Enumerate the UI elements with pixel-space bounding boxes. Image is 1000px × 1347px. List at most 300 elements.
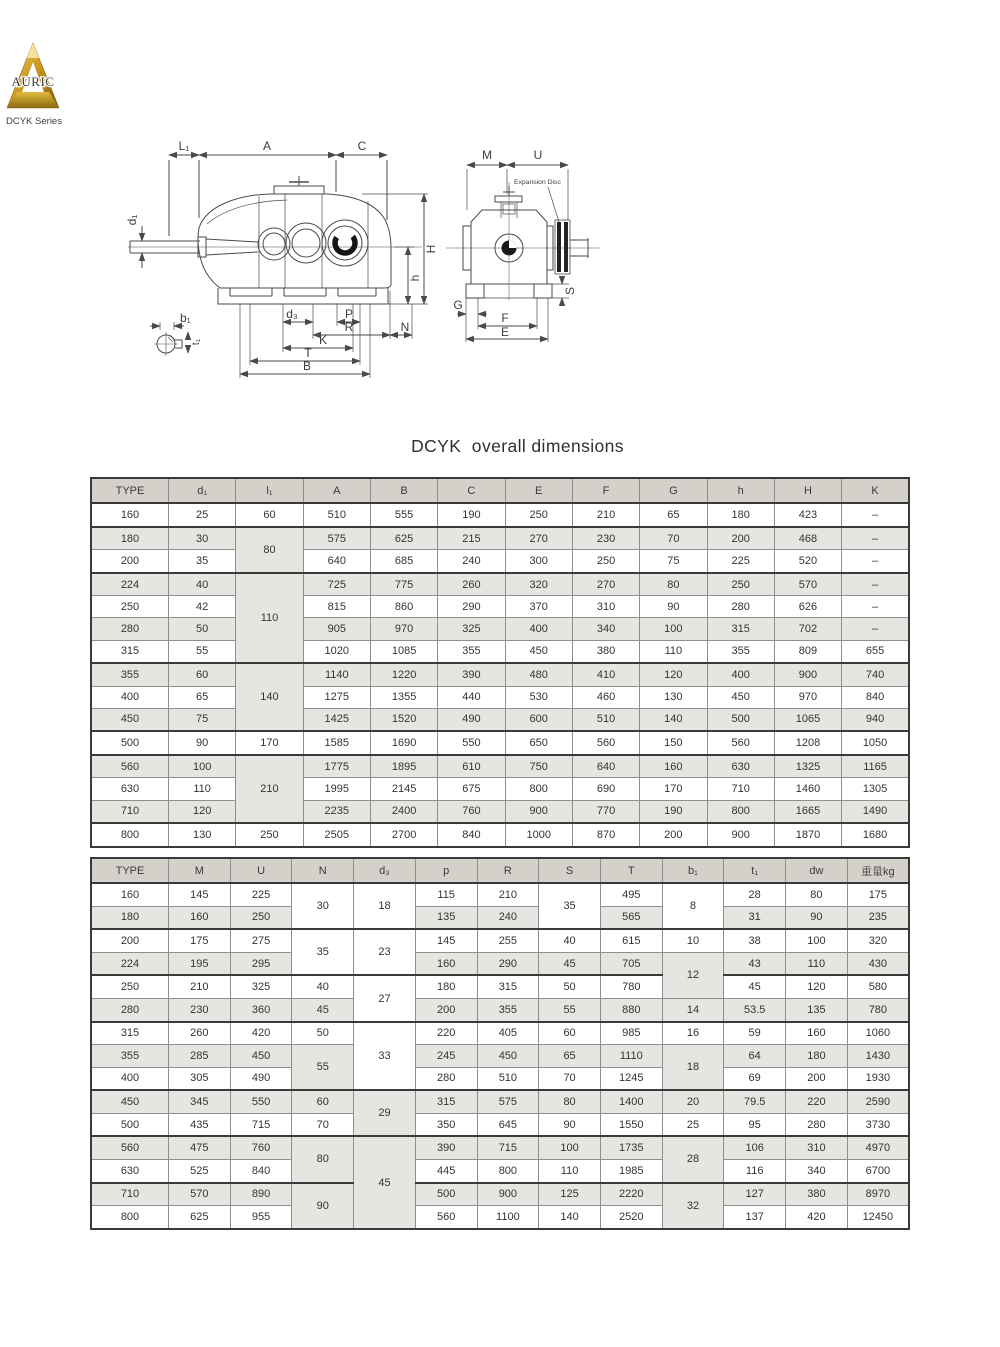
table-cell: 45 [539,952,601,975]
table-cell: 25 [169,503,236,527]
column-header: dw [786,858,848,883]
table-cell: 30 [292,883,354,929]
table-cell: 170 [640,778,707,800]
table-cell: 310 [786,1136,848,1159]
table-cell: 1430 [847,1045,909,1067]
table-cell: 420 [230,1022,292,1045]
table-cell: 625 [169,1206,231,1229]
table-cell: 702 [774,618,841,640]
table-cell: 90 [539,1113,601,1136]
table-cell: 400 [707,663,774,686]
table-cell: 900 [477,1183,539,1206]
table-cell: 2145 [370,778,437,800]
page-title: DCYK overall dimensions [411,436,624,456]
table-cell: 1000 [505,823,572,847]
table-cell: 230 [572,527,639,550]
table-cell: 970 [774,686,841,708]
table-cell: 320 [847,929,909,952]
table-cell: 350 [415,1113,477,1136]
table-cell: 1930 [847,1067,909,1090]
table-cell: 315 [477,975,539,998]
table-cell: 285 [169,1045,231,1067]
table-cell: 12 [662,952,724,998]
table-cell: 450 [505,640,572,663]
table-cell: 840 [842,686,909,708]
table-cell: 180 [415,975,477,998]
table-cell: 900 [505,800,572,823]
table-cell: 555 [370,503,437,527]
table-cell: 315 [91,640,169,663]
table-cell: 715 [230,1113,292,1136]
dim-label-L1: L₁ [178,139,190,153]
table-row [91,1022,909,1045]
table-cell: 60 [236,503,303,527]
table-cell: 625 [370,527,437,550]
table-row [91,1113,909,1136]
table-cell: 760 [438,800,505,823]
table-row [91,573,909,596]
table-cell: 410 [572,663,639,686]
table-cell: 250 [572,550,639,573]
table-row [91,731,909,755]
table-cell: 250 [230,906,292,929]
table-row [91,527,909,550]
table-cell: 355 [91,663,169,686]
table-cell: 475 [169,1136,231,1159]
table-cell: 655 [842,640,909,663]
table-cell: 1100 [477,1206,539,1229]
table-cell: 705 [600,952,662,975]
table-cell: 550 [230,1090,292,1113]
table-cell: 500 [91,1113,169,1136]
table-cell: 1490 [842,800,909,823]
table-cell: 4970 [847,1136,909,1159]
table-cell: 800 [91,823,169,847]
table-row [91,1206,909,1229]
table-cell: 160 [415,952,477,975]
column-header: d₁ [169,478,236,503]
table-cell: 450 [91,1090,169,1113]
table-cell: 31 [724,906,786,929]
table-cell: 1735 [600,1136,662,1159]
table-cell: 468 [774,527,841,550]
table-cell: 315 [707,618,774,640]
table-cell: 355 [477,999,539,1022]
table-cell: – [842,596,909,618]
table-cell: 90 [786,906,848,929]
table-cell: 630 [91,778,169,800]
table-cell: 440 [438,686,505,708]
table-cell: 130 [169,823,236,847]
table-cell: 1165 [842,755,909,778]
table-cell: 600 [505,708,572,731]
table-row [91,1183,909,1206]
table-cell: 70 [539,1067,601,1090]
table-cell: 1065 [774,708,841,731]
table-cell: 520 [774,550,841,573]
table-cell: 380 [572,640,639,663]
column-header: T [600,858,662,883]
table-cell: 570 [169,1183,231,1206]
table-cell: 525 [169,1159,231,1182]
table-cell: 1425 [303,708,370,731]
table-cell: 225 [707,550,774,573]
table-cell: 8970 [847,1183,909,1206]
table-cell: 1895 [370,755,437,778]
table-cell: 110 [236,573,303,663]
table-row [91,906,909,929]
table-cell: 45 [354,1136,416,1229]
table-row [91,975,909,998]
table-cell: 560 [91,755,169,778]
table-cell: 460 [572,686,639,708]
table-cell: 740 [842,663,909,686]
table-cell: 430 [847,952,909,975]
table-cell: 1208 [774,731,841,755]
side-view-drawing [122,136,452,391]
table-cell: – [842,618,909,640]
table-cell: 80 [539,1090,601,1113]
table-cell: 340 [572,618,639,640]
table-cell: 175 [169,929,231,952]
table-cell: 1110 [600,1045,662,1067]
column-header: p [415,858,477,883]
table-cell: 560 [572,731,639,755]
table-cell: 250 [505,503,572,527]
column-header: S [539,858,601,883]
table-cell: 280 [415,1067,477,1090]
dim-label-t1: t₁ [191,338,202,346]
table-cell: 970 [370,618,437,640]
table-cell: 1400 [600,1090,662,1113]
overall-dimensions-table-1 [90,477,910,848]
table-cell: 45 [292,999,354,1022]
dim-label-G: G [453,298,463,312]
table-cell: 18 [354,883,416,929]
table-cell: 200 [415,999,477,1022]
table-cell: 400 [91,686,169,708]
table-row [91,1159,909,1182]
table-cell: 80 [786,883,848,906]
table-cell: 135 [786,999,848,1022]
table-cell: 225 [230,883,292,906]
table-row [91,1136,909,1159]
table-cell: 40 [292,975,354,998]
overall-dimensions-table-2 [90,857,910,1230]
table-cell: 280 [786,1113,848,1136]
dim-label-U: U [533,148,543,162]
table-cell: 25 [662,1113,724,1136]
dim-label-E: E [500,325,510,339]
table-cell: 100 [539,1136,601,1159]
table-cell: 200 [91,550,169,573]
table-cell: 2505 [303,823,370,847]
table-cell: 355 [707,640,774,663]
table-cell: 840 [438,823,505,847]
table-cell: 80 [292,1136,354,1182]
table-cell: 50 [292,1022,354,1045]
table-cell: 1325 [774,755,841,778]
table-cell: 295 [230,952,292,975]
table-cell: 615 [600,929,662,952]
table-cell: 220 [786,1090,848,1113]
table-cell: 116 [724,1159,786,1182]
table-cell: 175 [847,883,909,906]
table-cell: 500 [91,731,169,755]
table-cell: 6700 [847,1159,909,1182]
table-cell: 1995 [303,778,370,800]
table-cell: – [842,550,909,573]
table-cell: 775 [370,573,437,596]
table-cell: 1870 [774,823,841,847]
column-header: G [640,478,707,503]
table-cell: – [842,527,909,550]
table-row [91,1045,909,1067]
table-cell: 1220 [370,663,437,686]
table-cell: 510 [477,1067,539,1090]
table-cell: 495 [600,883,662,906]
table-cell: 310 [572,596,639,618]
column-header: R [477,858,539,883]
table-cell: 860 [370,596,437,618]
table-cell: 780 [600,975,662,998]
table-cell: 370 [505,596,572,618]
table-row [91,1067,909,1090]
table-cell: 190 [640,800,707,823]
dim-label-M: M [482,148,492,162]
table-cell: 610 [438,755,505,778]
table-cell: 280 [91,618,169,640]
table-cell: 2400 [370,800,437,823]
table-cell: 250 [91,975,169,998]
table-cell: 2235 [303,800,370,823]
table-cell: 420 [786,1206,848,1229]
table-cell: 28 [724,883,786,906]
table-cell: 1585 [303,731,370,755]
table-cell: 750 [505,755,572,778]
table-cell: 450 [477,1045,539,1067]
table-cell: 95 [724,1113,786,1136]
table-cell: 60 [539,1022,601,1045]
table-cell: 240 [438,550,505,573]
dim-label-R: R [344,320,354,334]
table-cell: 770 [572,800,639,823]
table-cell: 900 [774,663,841,686]
table-cell: 1690 [370,731,437,755]
table-cell: 200 [707,527,774,550]
table-cell: 79.5 [724,1090,786,1113]
table-cell: 16 [662,1022,724,1045]
table-cell: 800 [505,778,572,800]
table-cell: 250 [236,823,303,847]
table-cell: 75 [640,550,707,573]
table-cell: 340 [786,1159,848,1182]
table-cell: 27 [354,975,416,1021]
table-cell: 80 [640,573,707,596]
table-cell: 137 [724,1206,786,1229]
table-row [91,503,909,527]
table-cell: 1020 [303,640,370,663]
brand-name: AURIC [11,74,55,89]
table-row [91,929,909,952]
table-cell: 390 [415,1136,477,1159]
table-cell: 106 [724,1136,786,1159]
table-cell: 180 [91,527,169,550]
table-cell: 890 [230,1183,292,1206]
table-cell: 510 [572,708,639,731]
table-cell: 550 [438,731,505,755]
column-header: b₁ [662,858,724,883]
dim-label-B: B [302,359,312,373]
table-cell: 130 [640,686,707,708]
table-row [91,1090,909,1113]
dim-label-A: A [262,139,272,153]
table-cell: 1520 [370,708,437,731]
table-cell: 450 [91,708,169,731]
table-cell: 325 [230,975,292,998]
table-cell: 300 [505,550,572,573]
table-cell: 685 [370,550,437,573]
table-cell: 200 [640,823,707,847]
table-cell: 32 [662,1183,724,1229]
table-cell: 630 [91,1159,169,1182]
table-cell: 120 [786,975,848,998]
table-cell: 710 [707,778,774,800]
table-cell: 170 [236,731,303,755]
table-cell: 355 [91,1045,169,1067]
table-cell: 1775 [303,755,370,778]
table-cell: 2220 [600,1183,662,1206]
table-cell: 2590 [847,1090,909,1113]
table-cell: 305 [169,1067,231,1090]
table-row [91,640,909,663]
table-cell: 120 [640,663,707,686]
table-cell: 275 [230,929,292,952]
table-cell: 900 [707,823,774,847]
table-cell: 245 [415,1045,477,1067]
table-cell: 1060 [847,1022,909,1045]
table-cell: 1460 [774,778,841,800]
table-row [91,823,909,847]
table-cell: 840 [230,1159,292,1182]
table-cell: 180 [707,503,774,527]
table-cell: 490 [230,1067,292,1090]
dim-label-C: C [357,139,367,153]
table-cell: 160 [91,883,169,906]
brand-logo [5,42,95,127]
table-cell: 390 [438,663,505,686]
table-cell: 160 [640,755,707,778]
table-cell: 260 [438,573,505,596]
table-row [91,686,909,708]
table-cell: 100 [786,929,848,952]
column-header: 重量kg [847,858,909,883]
table-cell: 90 [640,596,707,618]
table-cell: 725 [303,573,370,596]
dim-label-d1: d₁ [125,214,139,226]
table-cell: 760 [230,1136,292,1159]
column-header: U [230,858,292,883]
table-cell: 640 [572,755,639,778]
column-header: TYPE [91,478,169,503]
table-cell: 500 [707,708,774,731]
table-cell: 45 [724,975,786,998]
table-row [91,883,909,906]
table-cell: 10 [662,929,724,952]
column-header: d₃ [354,858,416,883]
table-row [91,755,909,778]
table-cell: 360 [230,999,292,1022]
table-cell: 1305 [842,778,909,800]
table-cell: 55 [292,1045,354,1090]
table-cell: 50 [539,975,601,998]
dim-label-P: P [344,307,354,321]
table-cell: 450 [707,686,774,708]
table-cell: 20 [662,1090,724,1113]
column-header: A [303,478,370,503]
table-cell: 210 [169,975,231,998]
table-cell: 210 [572,503,639,527]
table-cell: 160 [91,503,169,527]
table-cell: 626 [774,596,841,618]
table-cell: 28 [662,1136,724,1182]
table-cell: 955 [230,1206,292,1229]
table-cell: 800 [707,800,774,823]
table-cell: 1680 [842,823,909,847]
table-cell: 2520 [600,1206,662,1229]
table-cell: 33 [354,1022,416,1090]
dim-label-b1: b₁ [180,311,191,325]
table-cell: 650 [505,731,572,755]
table-cell: 110 [169,778,236,800]
dim-label-H: H [424,244,438,254]
table-cell: 180 [91,906,169,929]
table-cell: 270 [572,573,639,596]
table-cell: 180 [786,1045,848,1067]
table-cell: 260 [169,1022,231,1045]
table-cell: 200 [91,929,169,952]
table-cell: 110 [786,952,848,975]
table-cell: 224 [91,573,169,596]
table-cell: 38 [724,929,786,952]
table-cell: 710 [91,1183,169,1206]
series-label: DCYK Series [6,116,62,127]
table-cell: 29 [354,1090,416,1136]
table-cell: 195 [169,952,231,975]
column-header: t₁ [724,858,786,883]
table-cell: 65 [640,503,707,527]
column-header: h [707,478,774,503]
table-cell: 40 [169,573,236,596]
table-cell: 250 [707,573,774,596]
column-header: B [370,478,437,503]
table-row [91,778,909,800]
table-cell: 1050 [842,731,909,755]
table-cell: 100 [640,618,707,640]
table-cell: 59 [724,1022,786,1045]
table-row [91,663,909,686]
table-cell: 135 [415,906,477,929]
table-cell: 140 [236,663,303,731]
table-cell: – [842,503,909,527]
table-cell: 8 [662,883,724,929]
table-cell: 125 [539,1183,601,1206]
table-cell: 75 [169,708,236,731]
table-cell: – [842,573,909,596]
table-cell: 60 [292,1090,354,1113]
table-cell: 90 [169,731,236,755]
table-cell: 280 [91,999,169,1022]
